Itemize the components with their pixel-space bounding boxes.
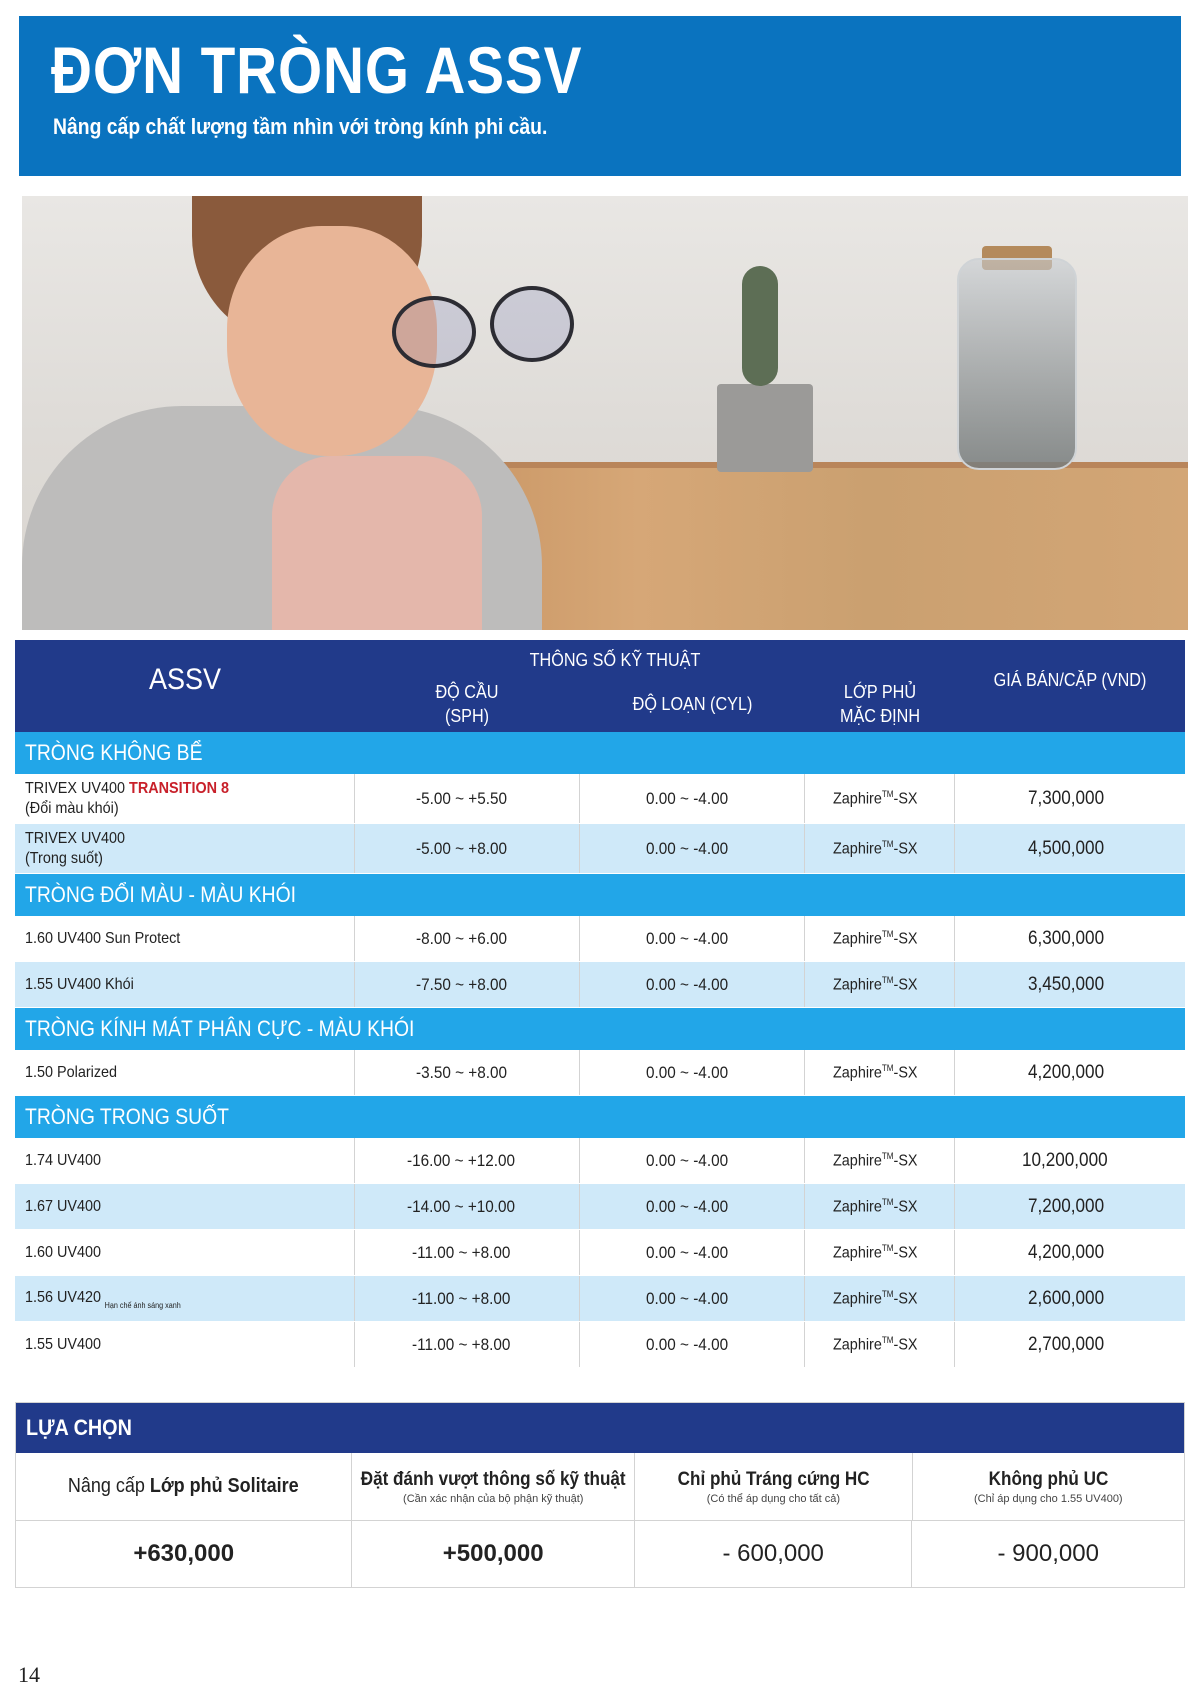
- product-name-cell: [15, 916, 355, 961]
- price-cell-text: 4,200,000: [1027, 1061, 1104, 1083]
- coating-suffix: -SX: [893, 790, 918, 808]
- section-title: TRÒNG KHÔNG BỂ: [25, 740, 203, 765]
- section-header: [15, 1008, 1185, 1050]
- price-cell: [955, 1276, 1185, 1321]
- cyl-cell: [580, 916, 805, 961]
- option-price: +500,000: [442, 1540, 544, 1567]
- section-title: TRÒNG TRONG SUỐT: [25, 1104, 230, 1129]
- coating-cell: [805, 774, 955, 823]
- sph-cell-text: -5.00 ~ +5.50: [416, 788, 508, 808]
- coating-cell: [805, 1322, 955, 1367]
- table-body: [15, 732, 1185, 1368]
- cyl-cell-text: 0.00 ~ -4.00: [646, 838, 729, 858]
- sph-cell-text: -7.50 ~ +8.00: [416, 974, 508, 994]
- cyl-cell: [580, 1230, 805, 1275]
- header-spec-group: THÔNG SỐ KỸ THUẬT: [529, 650, 701, 670]
- product-name: 1.55 UV400 Khói: [25, 975, 134, 993]
- section-header: [15, 1096, 1185, 1138]
- trademark-mark: TM: [881, 1196, 894, 1207]
- sph-cell: [355, 916, 580, 961]
- table-row: [15, 824, 1185, 874]
- sph-cell-text: -5.00 ~ +8.00: [416, 838, 508, 858]
- section-title: TRÒNG ĐỔI MÀU - MÀU KHÓI: [25, 882, 297, 907]
- trademark-mark: TM: [881, 788, 894, 799]
- product-name-cell: [15, 774, 355, 823]
- price-cell-text: 6,300,000: [1027, 927, 1104, 949]
- coating-name: Zaphire: [832, 1152, 882, 1170]
- option-label: Không phủ UC: [988, 1468, 1109, 1490]
- product-name-cell: [15, 824, 355, 873]
- header-banner: [19, 16, 1181, 176]
- cyl-cell: [580, 962, 805, 1007]
- trademark-mark: TM: [881, 928, 894, 939]
- option-hc-only: [635, 1453, 912, 1520]
- cyl-cell-text: 0.00 ~ -4.00: [646, 788, 729, 808]
- header-price: GIÁ BÁN/CẶP (VND): [993, 670, 1147, 690]
- price-cell-text: 3,450,000: [1027, 973, 1104, 995]
- option-price: - 900,000: [997, 1540, 1099, 1567]
- product-name: 1.56 UV420: [25, 1288, 102, 1306]
- cyl-cell: [580, 824, 805, 873]
- glasses-right-lens: [490, 286, 574, 362]
- price-cell-text: 4,500,000: [1027, 837, 1104, 859]
- page-number: 14: [18, 1662, 40, 1687]
- product-name: TRIVEX UV400: [25, 779, 126, 797]
- sph-cell: [355, 1184, 580, 1229]
- coating-suffix: -SX: [893, 1064, 918, 1082]
- product-name-cell: [15, 1184, 355, 1229]
- option-note: (Chỉ áp dụng cho 1.55 UV400): [974, 1492, 1123, 1505]
- table-row: [15, 1322, 1185, 1368]
- product-name-cell: [15, 1050, 355, 1095]
- trademark-mark: TM: [881, 1288, 894, 1299]
- sph-cell: [355, 1050, 580, 1095]
- sph-cell-text: -14.00 ~ +10.00: [406, 1196, 516, 1216]
- hero-photo: [22, 196, 1188, 630]
- price-cell: [955, 1138, 1185, 1183]
- trademark-mark: TM: [881, 974, 894, 985]
- cyl-cell: [580, 1276, 805, 1321]
- product-name: 1.74 UV400: [25, 1151, 102, 1169]
- header-cyl: ĐỘ LOẠN (CYL): [632, 694, 753, 714]
- coating-cell: [805, 1230, 955, 1275]
- coating-suffix: -SX: [893, 1198, 918, 1216]
- trademark-mark: TM: [881, 838, 894, 849]
- table-header: [15, 640, 1185, 732]
- cyl-cell-text: 0.00 ~ -4.00: [646, 1150, 729, 1170]
- option-prefix: Nâng cấp: [68, 1475, 151, 1497]
- coating-name: Zaphire: [832, 1244, 882, 1262]
- coating-cell: [805, 1050, 955, 1095]
- product-name-cell: [15, 1138, 355, 1183]
- cyl-cell-text: 0.00 ~ -4.00: [646, 1062, 729, 1082]
- option-label: Lớp phủ Solitaire: [150, 1475, 300, 1497]
- section-header: [15, 874, 1185, 916]
- cyl-cell-text: 0.00 ~ -4.00: [646, 928, 729, 948]
- sph-cell: [355, 1230, 580, 1275]
- cactus: [742, 266, 778, 386]
- product-name-cell: [15, 1230, 355, 1275]
- cyl-cell: [580, 774, 805, 823]
- trademark-mark: TM: [881, 1150, 894, 1161]
- price-cell: [955, 916, 1185, 961]
- price-cell: [955, 1322, 1185, 1367]
- table-row: [15, 1138, 1185, 1184]
- table-row: [15, 1184, 1185, 1230]
- coating-suffix: -SX: [893, 976, 918, 994]
- coating-name: Zaphire: [832, 1336, 882, 1354]
- sph-cell-text: -11.00 ~ +8.00: [412, 1288, 511, 1308]
- cyl-cell: [580, 1184, 805, 1229]
- price-cell: [955, 1184, 1185, 1229]
- table-row: [15, 962, 1185, 1008]
- option-note: (Có thể áp dụng cho tất cả): [706, 1492, 841, 1505]
- section-title: TRÒNG KÍNH MÁT PHÂN CỰC - MÀU KHÓI: [25, 1016, 415, 1041]
- price-cell-text: 2,700,000: [1027, 1333, 1104, 1355]
- option-note: (Cần xác nhận của bộ phận kỹ thuật): [403, 1492, 584, 1505]
- cyl-cell-text: 0.00 ~ -4.00: [646, 1288, 729, 1308]
- options-table: [15, 1402, 1185, 1588]
- coating-cell: [805, 824, 955, 873]
- product-name: 1.60 UV400 Sun Protect: [25, 929, 181, 947]
- product-name: 1.67 UV400: [25, 1197, 102, 1215]
- price-cell-text: 10,200,000: [1022, 1149, 1109, 1171]
- cyl-cell: [580, 1138, 805, 1183]
- price-cell: [955, 1230, 1185, 1275]
- product-note: (Đổi màu khói): [25, 799, 119, 817]
- price-cell: [955, 962, 1185, 1007]
- sph-cell-text: -11.00 ~ +8.00: [412, 1334, 511, 1354]
- price-cell: [955, 1050, 1185, 1095]
- header-coating: LỚP PHỦ MẶC ĐỊNH: [839, 682, 921, 726]
- table-row: [15, 1230, 1185, 1276]
- coating-name: Zaphire: [832, 1290, 882, 1308]
- product-name: 1.50 Polarized: [25, 1063, 118, 1081]
- coating-name: Zaphire: [832, 930, 882, 948]
- product-name-cell: [15, 962, 355, 1007]
- product-small-note: Hạn chế ánh sáng xanh: [104, 1300, 181, 1310]
- coating-suffix: -SX: [893, 840, 918, 858]
- product-name-cell: [15, 1322, 355, 1367]
- coating-name: Zaphire: [832, 790, 882, 808]
- trademark-mark: TM: [881, 1334, 894, 1345]
- price-cell-text: 4,200,000: [1027, 1241, 1104, 1263]
- trademark-mark: TM: [881, 1242, 894, 1253]
- price-cell-text: 7,300,000: [1027, 787, 1104, 809]
- cyl-cell-text: 0.00 ~ -4.00: [646, 1196, 729, 1216]
- trademark-mark: TM: [881, 1062, 894, 1073]
- coating-suffix: -SX: [893, 1244, 918, 1262]
- section-header: [15, 732, 1185, 774]
- glasses-left-lens: [392, 296, 476, 368]
- coating-suffix: -SX: [893, 1152, 918, 1170]
- product-highlight: TRANSITION 8: [129, 779, 230, 797]
- options-title: LỰA CHỌN: [16, 1403, 1184, 1453]
- table-row: [15, 1276, 1185, 1322]
- options-labels: [16, 1453, 1184, 1521]
- page-subtitle: Nâng cấp chất lượng tầm nhìn với tròng kính phi cầu.: [53, 114, 548, 139]
- page-title: ĐƠN TRÒNG ASSV: [51, 33, 583, 107]
- sph-cell-text: -16.00 ~ +12.00: [406, 1150, 516, 1170]
- price-cell-text: 7,200,000: [1027, 1195, 1104, 1217]
- table-row: [15, 916, 1185, 962]
- option-no-uc: [913, 1453, 1184, 1520]
- price-table: [15, 640, 1185, 1368]
- product-note: (Trong suốt): [25, 849, 103, 867]
- sph-cell: [355, 1138, 580, 1183]
- price-cell: [955, 824, 1185, 873]
- table-row: [15, 1050, 1185, 1096]
- coating-name: Zaphire: [832, 976, 882, 994]
- product-name: TRIVEX UV400: [25, 829, 126, 847]
- header-product: ASSV: [148, 663, 222, 696]
- coating-cell: [805, 962, 955, 1007]
- product-name-cell: [15, 1276, 355, 1321]
- cyl-cell-text: 0.00 ~ -4.00: [646, 1334, 729, 1354]
- coating-suffix: -SX: [893, 1290, 918, 1308]
- sph-cell: [355, 774, 580, 823]
- coating-name: Zaphire: [832, 1064, 882, 1082]
- price-cell: [955, 774, 1185, 823]
- product-name: 1.55 UV400: [25, 1335, 102, 1353]
- sph-cell: [355, 824, 580, 873]
- coating-cell: [805, 1276, 955, 1321]
- coating-cell: [805, 1138, 955, 1183]
- option-label: Đặt đánh vượt thông số kỹ thuật: [360, 1468, 626, 1490]
- options-values: [16, 1521, 1184, 1587]
- option-custom-spec: [352, 1453, 635, 1520]
- person-shirt: [272, 456, 482, 630]
- header-sph: ĐỘ CẦU (SPH): [435, 682, 499, 726]
- plant-pot: [717, 384, 813, 472]
- cyl-cell-text: 0.00 ~ -4.00: [646, 1242, 729, 1262]
- sph-cell-text: -8.00 ~ +6.00: [416, 928, 508, 948]
- cyl-cell: [580, 1322, 805, 1367]
- cyl-cell: [580, 1050, 805, 1095]
- coating-cell: [805, 1184, 955, 1229]
- price-cell-text: 2,600,000: [1027, 1287, 1104, 1309]
- glass-jar: [957, 258, 1077, 470]
- coating-cell: [805, 916, 955, 961]
- coating-suffix: -SX: [893, 1336, 918, 1354]
- sph-cell: [355, 1322, 580, 1367]
- option-label: Chỉ phủ Tráng cứng HC: [677, 1468, 870, 1490]
- option-solitaire: [16, 1453, 352, 1520]
- sph-cell: [355, 962, 580, 1007]
- coating-name: Zaphire: [832, 840, 882, 858]
- option-price: +630,000: [133, 1540, 235, 1567]
- cyl-cell-text: 0.00 ~ -4.00: [646, 974, 729, 994]
- sph-cell-text: -11.00 ~ +8.00: [412, 1242, 511, 1262]
- sph-cell: [355, 1276, 580, 1321]
- coating-suffix: -SX: [893, 930, 918, 948]
- sph-cell-text: -3.50 ~ +8.00: [416, 1062, 508, 1082]
- coating-name: Zaphire: [832, 1198, 882, 1216]
- option-price: - 600,000: [722, 1540, 824, 1567]
- table-row: [15, 774, 1185, 824]
- product-name: 1.60 UV400: [25, 1243, 102, 1261]
